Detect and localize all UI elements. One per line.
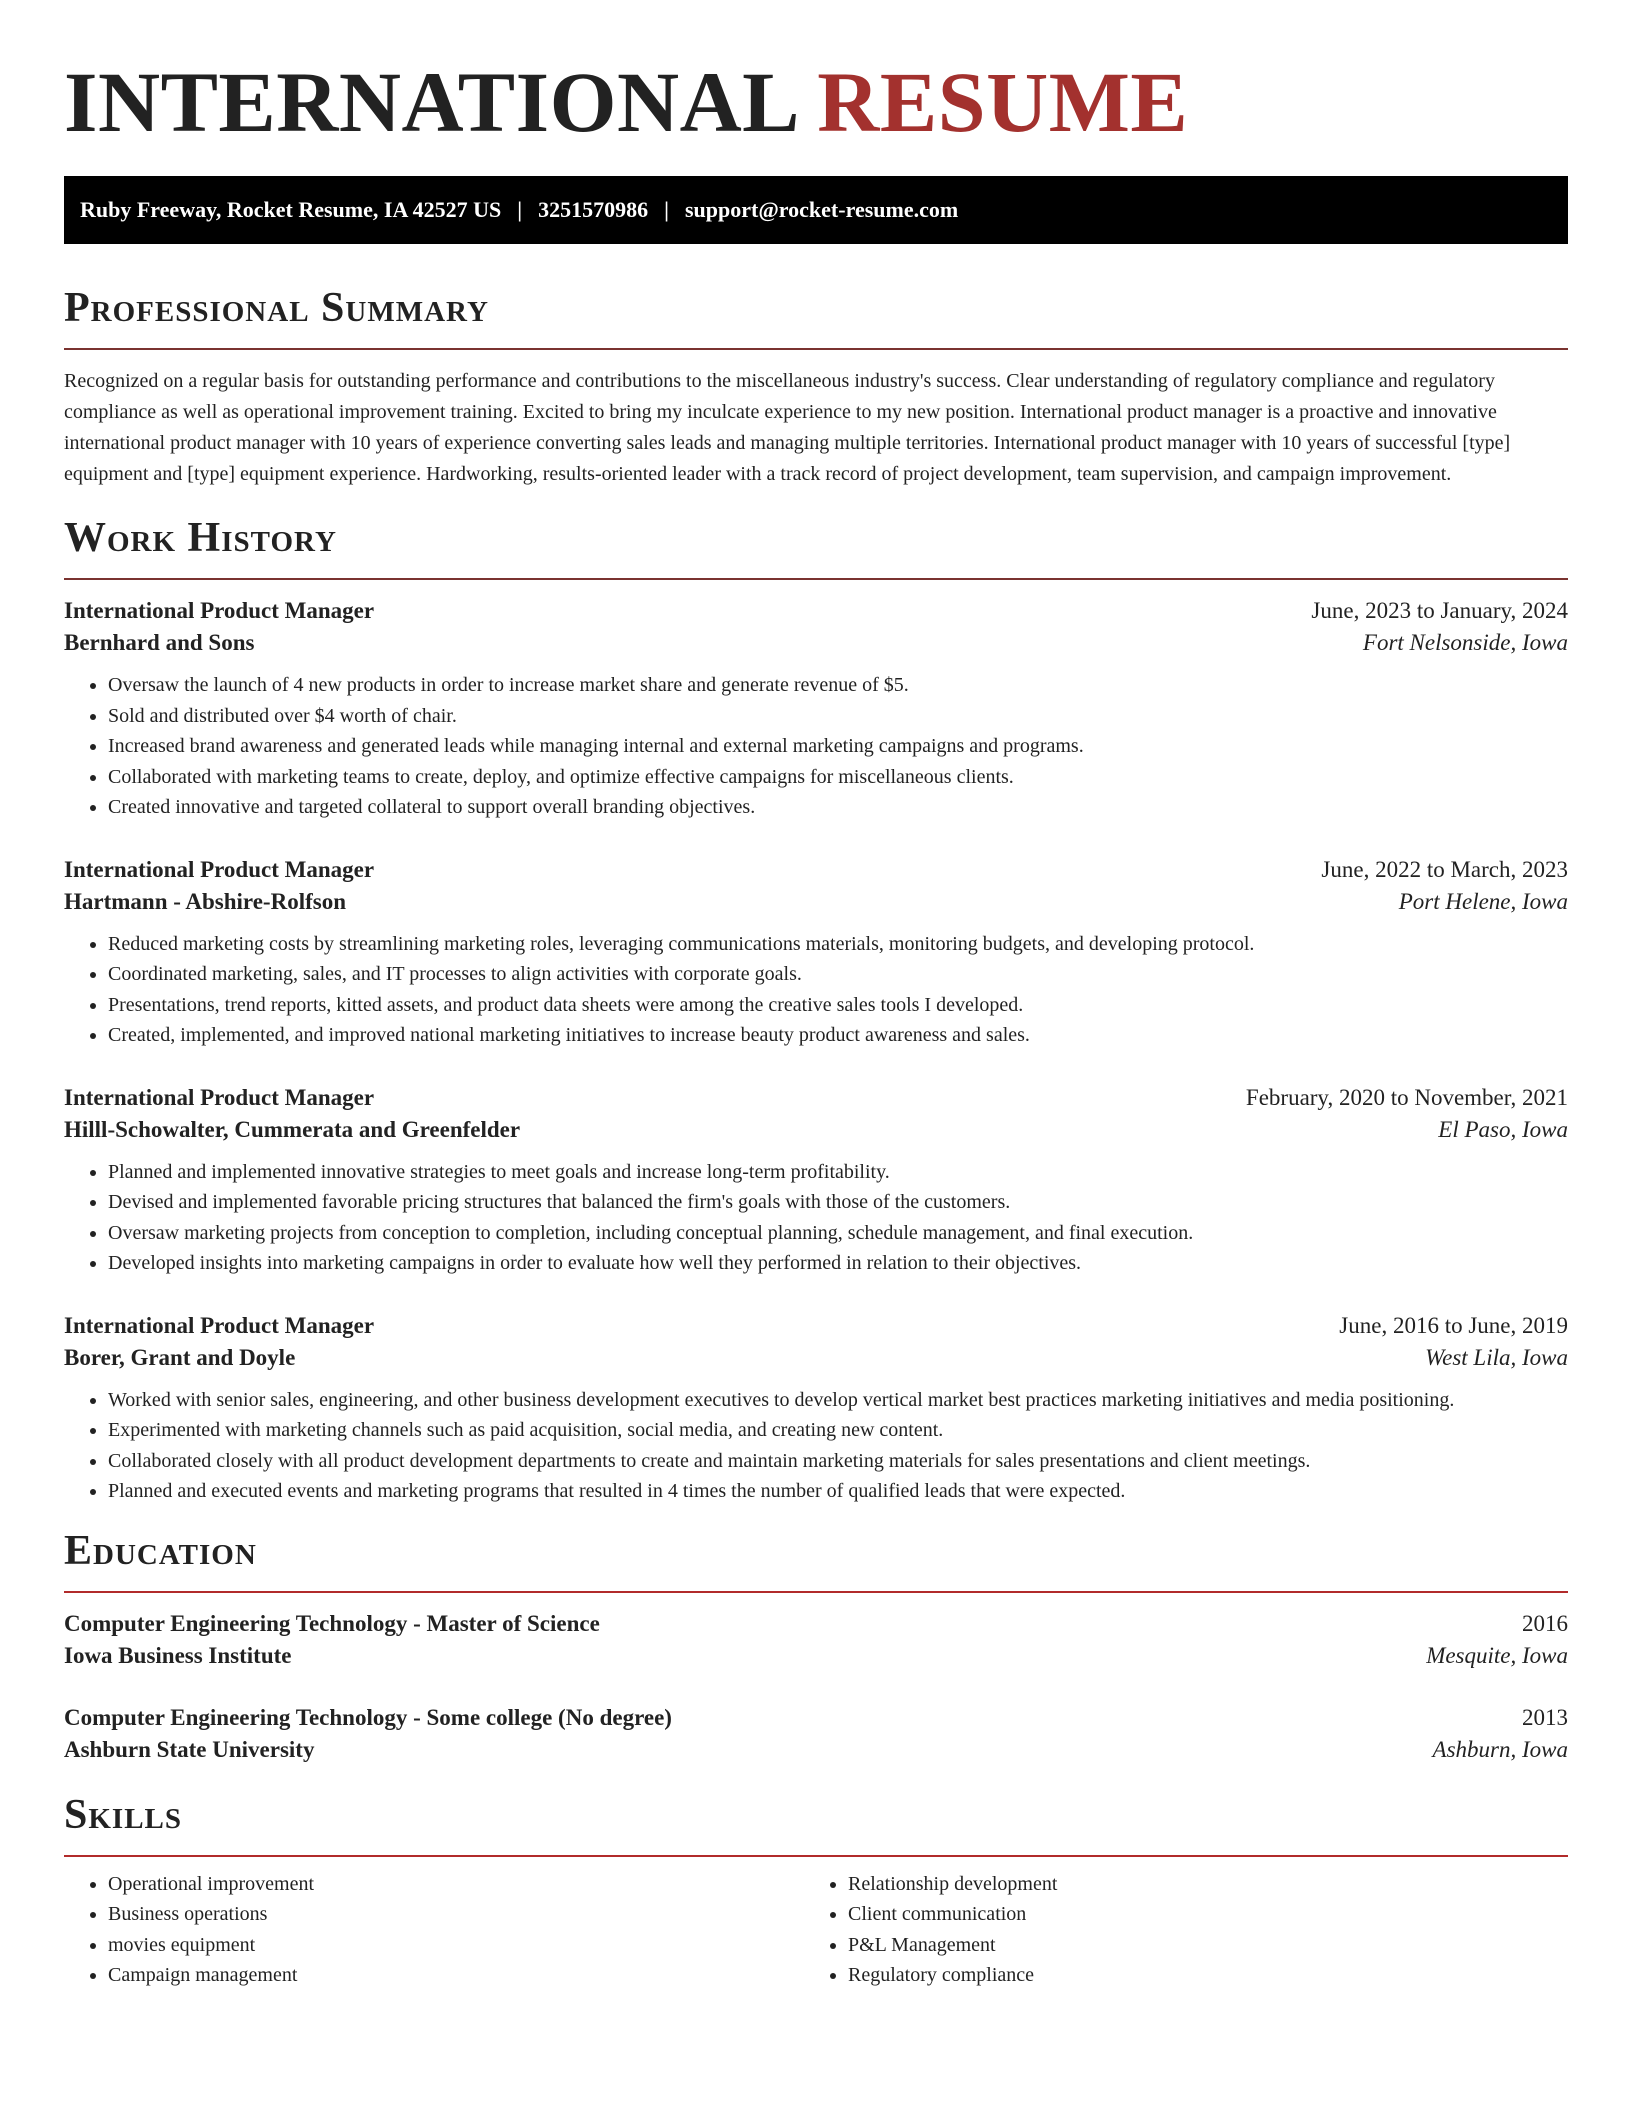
- education-school: Iowa Business Institute: [64, 1642, 292, 1668]
- skill-item: • Relationship development: [848, 1869, 1544, 1900]
- job-bullet: • Developed insights into marketing campaigns in order to evaluate how well they performed in relation to their objectives.: [108, 1248, 1568, 1279]
- education-location: Mesquite, Iowa: [1426, 1642, 1568, 1668]
- job-bullets: [64, 1385, 1568, 1507]
- job-company-row: [64, 889, 1568, 915]
- job-bullet: • Created, implemented, and improved national marketing initiatives to increase beauty product awareness and sales.: [108, 1020, 1568, 1051]
- skill-item: • Campaign management: [108, 1960, 804, 1991]
- job-company: Hilll-Schowalter, Cummerata and Greenfelder: [64, 1116, 521, 1142]
- contact-email[interactable]: support@rocket-resume.com: [684, 197, 959, 222]
- skill-item: • Regulatory compliance: [848, 1960, 1544, 1991]
- job-entry: [64, 598, 1568, 823]
- job-bullet: • Worked with senior sales, engineering, and other business development executives to develop vertical market best practices marketing initiatives and media positioning.: [108, 1385, 1568, 1416]
- skills-list-right: [804, 1869, 1544, 1991]
- education-section: [64, 1527, 1568, 1763]
- education-degree-row: [64, 1611, 1568, 1637]
- section-heading-summary: Professional Summary: [64, 285, 489, 331]
- skill-item: • movies equipment: [108, 1930, 804, 1961]
- job-bullet: • Planned and executed events and marketing programs that resulted in 4 times the number of qualified leads that were expected.: [108, 1476, 1568, 1507]
- job-bullet: • Planned and implemented innovative strategies to meet goals and increase long-term profitability.: [108, 1157, 1568, 1188]
- education-location: Ashburn, Iowa: [1432, 1736, 1568, 1762]
- education-entry: [64, 1611, 1568, 1669]
- job-bullet: • Collaborated closely with all product development departments to create and maintain marketing materials for sales presentations and client meetings.: [108, 1446, 1568, 1477]
- contact-phone[interactable]: 3251570986: [538, 197, 649, 222]
- job-company-row: [64, 630, 1568, 656]
- skill-item: • Business operations: [108, 1899, 804, 1930]
- summary-section: [64, 284, 1568, 490]
- job-title-row: [64, 598, 1568, 624]
- job-entry: [64, 1313, 1568, 1507]
- job-title-row: [64, 1313, 1568, 1339]
- job-bullets: [64, 1157, 1568, 1279]
- education-school-row: [64, 1737, 1568, 1763]
- job-title: International Product Manager: [64, 1312, 375, 1338]
- job-title-row: [64, 857, 1568, 883]
- education-school: Ashburn State University: [64, 1736, 315, 1762]
- section-divider: [64, 348, 1568, 350]
- job-bullets: [64, 929, 1568, 1051]
- section-heading-skills: Skills: [64, 1791, 183, 1838]
- education-degree-row: [64, 1705, 1568, 1731]
- education-degree: Computer Engineering Technology - Some college (No degree): [64, 1704, 672, 1730]
- job-title: International Product Manager: [64, 856, 375, 882]
- resume-page: [64, 0, 1568, 1991]
- skills-columns: [64, 1869, 1568, 1991]
- skill-item: • P&L Management: [848, 1930, 1544, 1961]
- job-location: West Lila, Iowa: [1425, 1344, 1568, 1370]
- section-heading-work-history: Work History: [64, 515, 337, 561]
- job-entry: [64, 1085, 1568, 1279]
- job-dates: June, 2023 to January, 2024: [1311, 598, 1568, 623]
- section-heading-education: Education: [64, 1527, 257, 1574]
- job-dates: February, 2020 to November, 2021: [1245, 1084, 1568, 1110]
- job-bullet: • Collaborated with marketing teams to create, deploy, and optimize effective campaigns for miscellaneous clients.: [108, 762, 1568, 793]
- job-title: International Product Manager: [64, 1084, 375, 1110]
- job-bullet: • Experimented with marketing channels such as paid acquisition, social media, and creating new content.: [108, 1415, 1568, 1446]
- education-degree: Computer Engineering Technology - Master of Science: [64, 1610, 600, 1636]
- job-company: Bernhard and Sons: [64, 630, 255, 655]
- job-dates: June, 2022 to March, 2023: [1321, 856, 1568, 882]
- job-bullet: • Reduced marketing costs by streamlining marketing roles, leveraging communications materials, monitoring budgets, and developing protocol.: [108, 929, 1568, 960]
- skill-item: • Operational improvement: [108, 1869, 804, 1900]
- resume-title: [64, 52, 1568, 152]
- contact-bar: [64, 176, 1568, 244]
- job-company: Borer, Grant and Doyle: [64, 1344, 296, 1370]
- job-bullet: • Coordinated marketing, sales, and IT processes to align activities with corporate goals.: [108, 959, 1568, 990]
- job-title-row: [64, 1085, 1568, 1111]
- section-divider: [64, 1591, 1568, 1593]
- job-location: Fort Nelsonside, Iowa: [1362, 630, 1568, 655]
- skills-section: [64, 1791, 1568, 1991]
- education-entry: [64, 1705, 1568, 1763]
- job-company: Hartmann - Abshire-Rolfson: [64, 888, 346, 914]
- job-entry: [64, 857, 1568, 1051]
- job-bullet: • Created innovative and targeted collateral to support overall branding objectives.: [108, 792, 1568, 823]
- job-bullet: • Increased brand awareness and generated leads while managing internal and external marketing campaigns and programs.: [108, 731, 1568, 762]
- job-title: International Product Manager: [64, 598, 375, 623]
- skill-item: • Client communication: [848, 1899, 1544, 1930]
- contact-separator: |: [517, 197, 523, 222]
- job-company-row: [64, 1345, 1568, 1371]
- contact-separator: |: [664, 197, 669, 222]
- job-bullet: • Devised and implemented favorable pricing structures that balanced the firm's goals with those of the customers.: [108, 1187, 1568, 1218]
- job-bullet: • Presentations, trend reports, kitted assets, and product data sheets were among the creative sales tools I developed.: [108, 990, 1568, 1021]
- job-location: Port Helene, Iowa: [1398, 888, 1568, 914]
- job-company-row: [64, 1117, 1568, 1143]
- education-year: 2016: [1522, 1610, 1568, 1636]
- section-divider: [64, 578, 1568, 580]
- title-accent: RESUME: [817, 54, 1189, 150]
- education-school-row: [64, 1643, 1568, 1669]
- work-history-section: [64, 514, 1568, 1507]
- summary-text: Recognized on a regular basis for outstanding performance and contributions to the miscellaneous industry's success. Clear understanding of regulatory compliance and regulatory compliance as well as operational improvement training. Excited to bring my inculcate experience to my new position. International product manager is a proactive and innovative international product manager with 10 years of experience converting sales leads and managing multiple territories. International product manager with 10 years of successful [type] equipment and [type] equipment experience. Hardworking, results-oriented leader with a track record of project development, team supervision, and campaign improvement.: [64, 370, 1511, 485]
- section-divider: [64, 1855, 1568, 1857]
- education-year: 2013: [1522, 1704, 1568, 1730]
- job-dates: June, 2016 to June, 2019: [1339, 1312, 1568, 1338]
- job-bullet: • Oversaw the launch of 4 new products in order to increase market share and generate revenue of $5.: [108, 670, 1568, 701]
- job-location: El Paso, Iowa: [1438, 1116, 1568, 1142]
- contact-address: Ruby Freeway, Rocket Resume, IA 42527 US: [80, 197, 502, 222]
- job-bullets: [64, 670, 1568, 823]
- job-bullet: • Oversaw marketing projects from conception to completion, including conceptual planning, schedule management, and final execution.: [108, 1218, 1568, 1249]
- skills-list-left: [64, 1869, 804, 1991]
- title-main: INTERNATIONAL: [64, 54, 796, 150]
- job-bullet: • Sold and distributed over $4 worth of chair.: [108, 701, 1568, 732]
